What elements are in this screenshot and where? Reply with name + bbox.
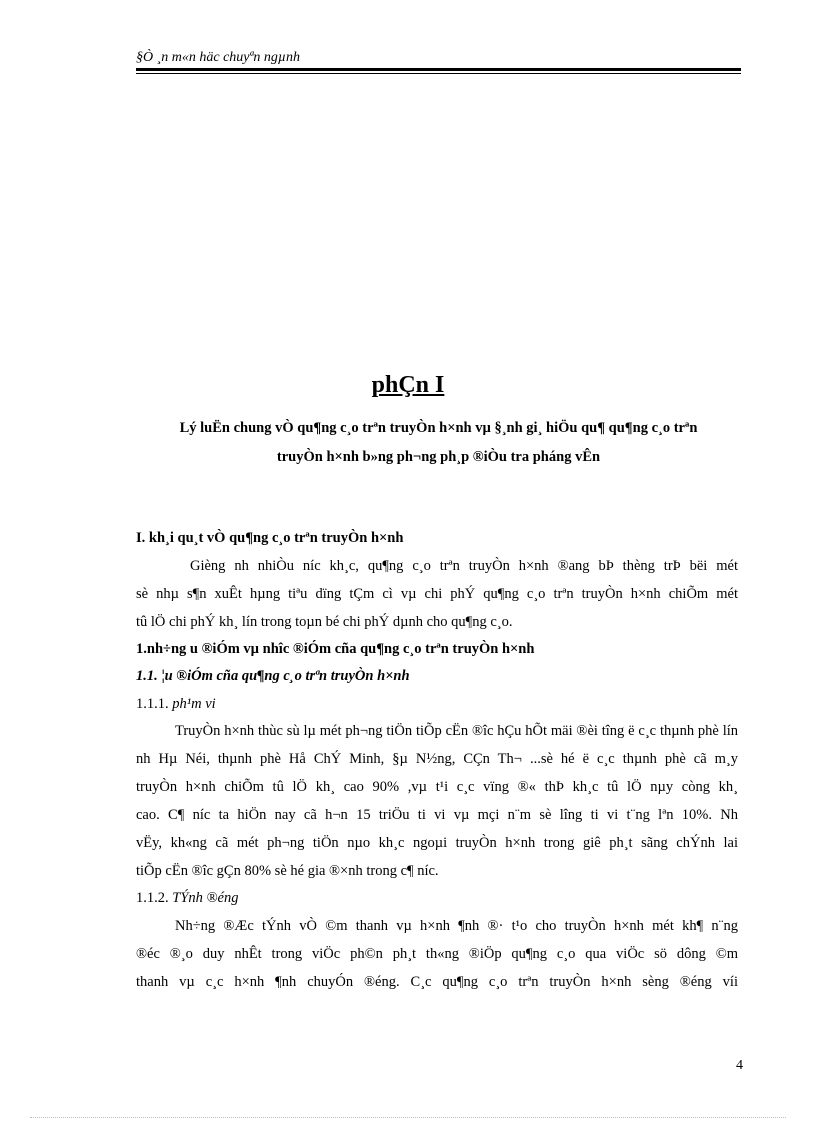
sub-subsection-title: ph¹m vi	[172, 696, 216, 712]
paragraph-line: Nh÷ng ®Æc tÝnh vÒ ©m thanh vµ h×nh ¶nh ®· t¹o cho truyÒn h×nh mét kh¶ n¨ng	[175, 918, 738, 934]
paragraph-line: ®éc ®¸o duy nhÊt trong viÖc ph©n ph¸t th«ng ®iÖp qu¶ng c¸o qua viÖc sö dông ©m	[136, 946, 738, 962]
paragraph-line: vËy, kh«ng cã mét ph¬ng tiÖn nµo kh¸c ngoµi truyÒn h×nh trong giê ph¸t sãng chÝnh lai	[136, 835, 738, 851]
part-subtitle-line: Lý luËn chung vÒ qu¶ng c¸o trªn truyÒn h×nh vµ §¸nh gi¸ hiÖu qu¶ qu¶ng c¸o trªn	[179, 420, 698, 436]
sub-subsection-number: 1.1.2.	[136, 890, 169, 906]
paragraph-line: cao. C¶ níc ta hiÖn nay cã h¬n 15 triÖu ti vi vµ mçi n¨m sè lîng ti vi t¨ng lªn 10%. Nh	[136, 807, 738, 823]
running-header: §Ò ¸n m«n häc chuyªn ngµnh	[136, 50, 300, 65]
sub-subsection-heading	[136, 890, 238, 907]
paragraph-line: nh Hµ Néi, thµnh phè Hå ChÝ Minh, §µ N½ng, CÇn Th¬ ...sè hé ë c¸c thµnh phè cã m¸y	[136, 751, 738, 767]
subsection-heading: 1.1. ¦u ®iÓm cña qu¶ng c¸o trªn truyÒn h×nh	[136, 668, 410, 684]
sub-subsection-title: TÝnh ®éng	[172, 890, 239, 906]
header-rule	[136, 68, 741, 71]
paragraph-line: TruyÒn h×nh thùc sù lµ mét ph¬ng tiÖn tiÕp cËn ®îc hÇu hÕt mäi ®èi tîng ë c¸c thµnh phè lín	[175, 723, 738, 739]
part-title: phÇn I	[371, 372, 445, 398]
page-bottom-border	[30, 1117, 786, 1118]
paragraph-line: tû lÖ chi phÝ kh¸ lín trong toµn bé chi phÝ dµnh cho qu¶ng c¸o.	[136, 614, 513, 630]
paragraph-line: Gièng nh nhiÒu níc kh¸c, qu¶ng c¸o trªn truyÒn h×nh ®ang bÞ thèng trÞ bëi mét	[190, 558, 738, 574]
sub-subsection-heading	[136, 696, 216, 713]
paragraph-line: tiÕp cËn ®îc gÇn 80% sè hé gia ®×nh trong c¶ níc.	[136, 863, 439, 879]
part-subtitle-line: truyÒn h×nh b»ng ph¬ng ph¸p ®iÒu tra pháng vÊn	[276, 449, 601, 465]
paragraph-line: thanh vµ c¸c h×nh ¶nh chuyÓn ®éng. C¸c qu¶ng c¸o trªn truyÒn h×nh sèng ®éng víi	[136, 974, 738, 990]
subsection-heading: 1.nh÷ng u ®iÓm vµ nhîc ®iÓm cña qu¶ng c¸o trªn truyÒn h×nh	[136, 641, 535, 657]
sub-subsection-number: 1.1.1.	[136, 696, 169, 712]
paragraph-line: sè nhµ s¶n xuÊt hµng tiªu dïng tÇm cì vµ chi phÝ qu¶ng c¸o trªn truyÒn h×nh chiÕm mét	[136, 586, 738, 602]
section-heading: I. kh¸i qu¸t vÒ qu¶ng c¸o trªn truyÒn h×nh	[136, 530, 404, 546]
page-number: 4	[736, 1058, 743, 1073]
header-rule-thin	[136, 73, 741, 74]
paragraph-line: truyÒn h×nh chiÕm tû lÖ kh¸ cao 90% ,vµ t¹i c¸c vïng ®« thÞ kh¸c tû lÖ nµy còng kh¸	[136, 779, 738, 795]
